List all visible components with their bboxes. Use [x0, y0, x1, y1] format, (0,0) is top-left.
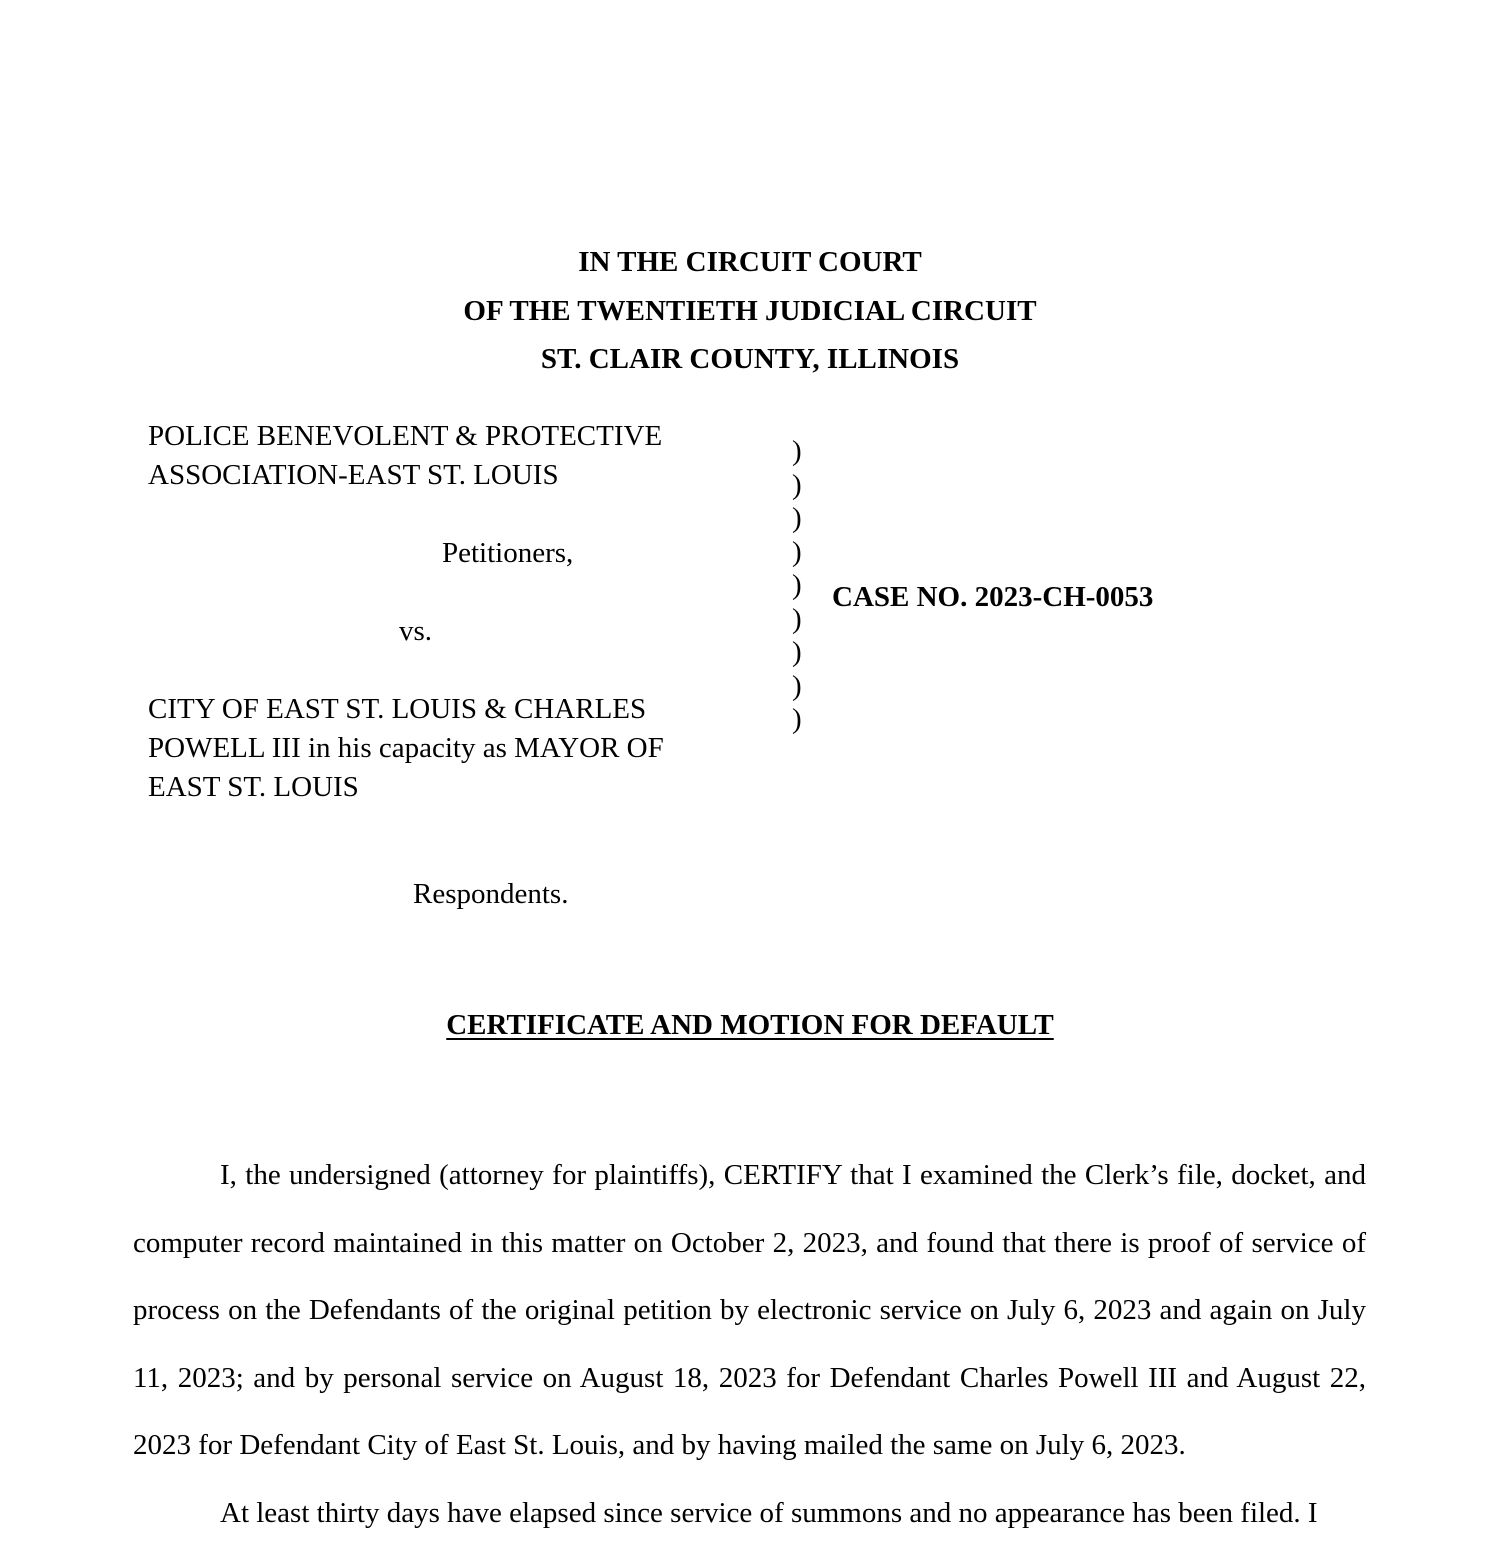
- caption-divider: [792, 435, 802, 737]
- caption-paren: ): [792, 502, 802, 536]
- caption-paren: ): [792, 636, 802, 670]
- petitioner-name-line-2: ASSOCIATION-EAST ST. LOUIS: [148, 456, 662, 495]
- body-paragraph-1: I, the undersigned (attorney for plaintiffs), CERTIFY that I examined the Clerk’s file, docket, and computer record maintained in this matter on October 2, 2023, and found that there is proof of service of process on the Defendants of the original petition by electronic service on July 6, 2023 and again on July 11, 2023; and by personal service on August 18, 2023 for Defendant Charles Powell III and August 22, 2023 for Defendant City of East St. Louis, and by having mailed the same on July 6, 2023.: [133, 1142, 1366, 1480]
- petitioners-label: Petitioners,: [442, 534, 573, 573]
- caption-paren: ): [792, 469, 802, 503]
- document-title-text: CERTIFICATE AND MOTION FOR DEFAULT: [446, 1009, 1054, 1041]
- document-title: [0, 1006, 1500, 1045]
- court-header-line-1: IN THE CIRCUIT COURT: [0, 238, 1500, 287]
- caption-paren: ): [792, 569, 802, 603]
- court-header: [0, 238, 1500, 384]
- respondent-name-line-3: EAST ST. LOUIS: [148, 768, 664, 807]
- caption-paren: ): [792, 703, 802, 737]
- respondent-name-line-1: CITY OF EAST ST. LOUIS & CHARLES: [148, 690, 664, 729]
- vs-label: vs.: [399, 612, 432, 651]
- court-header-line-2: OF THE TWENTIETH JUDICIAL CIRCUIT: [0, 287, 1500, 336]
- petitioner-name: [148, 417, 662, 495]
- respondent-name: [148, 690, 664, 807]
- case-number: CASE NO. 2023-CH-0053: [832, 578, 1153, 617]
- respondent-name-line-2: POWELL III in his capacity as MAYOR OF: [148, 729, 664, 768]
- respondents-label: Respondents.: [413, 875, 568, 914]
- petitioner-name-line-1: POLICE BENEVOLENT & PROTECTIVE: [148, 417, 662, 456]
- caption-paren: ): [792, 670, 802, 704]
- body-paragraph-2: At least thirty days have elapsed since service of summons and no appearance has been filed. I: [133, 1480, 1366, 1547]
- caption-paren: ): [792, 536, 802, 570]
- caption-paren: ): [792, 603, 802, 637]
- caption-paren: ): [792, 435, 802, 469]
- court-header-line-3: ST. CLAIR COUNTY, ILLINOIS: [0, 335, 1500, 384]
- document-body: [133, 1142, 1366, 1547]
